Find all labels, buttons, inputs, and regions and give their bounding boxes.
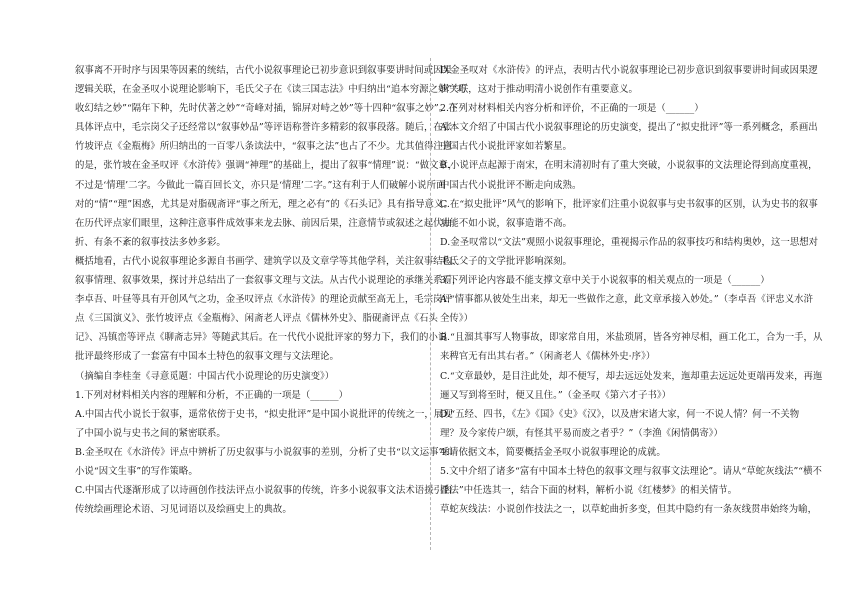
right-column-line: A.“情事都从彼处生出来，却无一些做作之意，此文章承接入妙处。”（李卓吾《评忠义水浒 bbox=[440, 294, 813, 306]
right-column-line: D.金圣叹常以“文法”观照小说叙事理论，重视揭示作品的叙事技巧和结构奥妙，这一思想对 bbox=[440, 236, 819, 248]
right-column-line: B.“且溜其事写人物事故，即家常自用，米盐琐屑，皆各穷神尽相，画工化工，合为一手，从 bbox=[440, 332, 823, 344]
right-column-line: 中国古代小说批评家如若繁星。 bbox=[440, 141, 572, 153]
left-column-line: 记》、冯镇峦等评点《聊斋志异》等随武其后。在一代代小说批评家的努力下，我们的小说 bbox=[75, 332, 448, 344]
left-column-line: 点《三国演义》、张竹坡评点《金瓶梅》、闲斋老人评点《儒林外史》、脂砚斋评点《石头 bbox=[75, 313, 438, 325]
left-column-line: 不过是‘情理’二字。今做此一篇百回长文，亦只是‘情理’二字。”这有利于人们破解小说所面 bbox=[75, 179, 446, 191]
right-column-line: 中国古代小说批评不断走向成熟。 bbox=[440, 179, 582, 191]
right-column-line: D.“五经、四书，《左》《国》《史》《汉》，以及唐宋诸大家，何一不说人情？何一不关物 bbox=[440, 408, 800, 420]
right-column-line: 叠法”中任选其一，结合下面的材料，解析小说《红楼梦》的相关情节。 bbox=[440, 485, 738, 497]
right-column-line: B.小说评点起源于南宋，在明末清初时有了重大突破，小说叙事的文法理论得到高度重视， bbox=[440, 160, 818, 172]
right-column-line: 草蛇灰线法：小说创作技法之一，以草蛇曲折多变，但其中隐约有一条灰线贯串始终为喻， bbox=[440, 504, 818, 516]
left-column-line: 对的“情”“理”困惑，尤其是对脂砚斋评“事之所无，理之必有”的《石头记》具有指导意义。 bbox=[75, 198, 453, 210]
right-column-line: C.在“拟史批评”风气的影响下，批评家们注重小说叙事与史书叙事的区别，认为史书的叙事 bbox=[440, 198, 818, 210]
left-column-line: 竹坡评点《金瓶梅》所归纳出的一百零八条读法中，“叙事之法”也占了不少。尤其值得注意 bbox=[75, 141, 453, 153]
left-column-line: 的是，张竹坡在金圣叹评《水浒传》强调“神理”的基础上，提出了叙事“情理”说：“做文章， bbox=[75, 160, 458, 172]
left-column-line: 传统绘画理论术语、习见词语以及绘画史上的典故。 bbox=[75, 504, 292, 516]
right-column-line: 理？及今家传户颂，有怪其平易而废之者乎？”（李渔《闲情偶寄》） bbox=[440, 427, 723, 439]
left-column-line: 收幻结之妙”“隔年下种，先时伏著之妙”“奇峰对插，锦屏对峙之妙”等十四种“叙事之妙”。在 bbox=[75, 103, 458, 115]
right-column-line: 毛氏父子的文学批评影响深刻。 bbox=[440, 255, 572, 267]
right-column-line: 4.请依据文本，简要概括金圣叹小说叙事理论的成就。 bbox=[440, 446, 666, 458]
left-column-line: 了中国小说与史书之间的紧密联系。 bbox=[75, 427, 226, 439]
left-column-line: （摘编自李桂奎《寻意觅题：中国古代小说理论的历史演变》） bbox=[75, 370, 335, 382]
left-column-line: 概括地看，古代小说叙事理论多源自书画学、建筑学以及文章学等其他学科，关注叙事结构、 bbox=[75, 255, 462, 267]
left-column-line: B.金圣叹在《水浒传》评点中辨析了历史叙事与小说叙事的差别，分析了史书“以文运事”和 bbox=[75, 446, 453, 458]
left-column-line: 叙事情理、叙事效果，探讨并总结出了一套叙事文理与文法。从古代小说理论的承继关系看， bbox=[75, 275, 462, 287]
right-column-line: 3.下列评论内容最不能支撑文章中关于小说叙事的相关观点的一项是（______） bbox=[440, 275, 770, 287]
right-column-line: 5.文中介绍了诸多“富有中国本土特色的叙事文理与叙事文法理论”。请从“草蛇灰线法”“横不 bbox=[440, 465, 822, 477]
right-column-line: 功能不如小说，叙事造谐不高。 bbox=[440, 217, 572, 229]
left-column-line: 在历代评点家们眼里，这种注意事件成效事来龙去脉、前因后果，注意情节或叙述之起伏曲 bbox=[75, 217, 453, 229]
left-column-line: A.中国古代小说长于叙事，遥常依傍于史书，“拟史批评”是中国小说批评的传统之一，展现 bbox=[75, 408, 453, 420]
left-column-line: 具体评点中，毛宗岗父子还经常以“叙事妙品”等评语称誉许多精彩的叙事段落。随后，在张 bbox=[75, 122, 453, 134]
right-column-line: 来稗官无有出其右者。”（闲斋老人《儒林外史·序》） bbox=[440, 351, 656, 363]
right-column-line: 辑关联，这对于推动明清小说创作有重要意义。 bbox=[440, 84, 638, 96]
right-column-line: D.金圣叹对《水浒传》的评点，表明古代小说叙事理论已初步意识到叙事要讲时间或因果逻 bbox=[440, 65, 818, 76]
left-column-line: 叙事离不开时序与因果等因素的统结，古代小说叙事理论已初步意识到叙事要讲时间或因果 bbox=[75, 65, 453, 76]
column-divider bbox=[430, 58, 431, 550]
right-column bbox=[440, 61, 823, 519]
left-column-line: C.中国古代逐渐形成了以诗画创作技法评点小说叙事的传统，许多小说叙事文法术语援引自 bbox=[75, 485, 453, 497]
left-column-line: 逻辑关联，在金圣叹小说理论影响下，毛氏父子在《读三国志法》中归纳出“追本穷源之妙”“巧 bbox=[75, 84, 467, 96]
right-column-line: A.本文介绍了中国古代小说叙事理论的历史演变，提出了“拟史批评”等一系列概念，系画出 bbox=[440, 122, 818, 134]
right-column-line: 全传》） bbox=[440, 313, 474, 325]
right-column-line: C.“文章最妙，是目注此处，却不便写，却去远远处发来，迤却重去远远处更端再发来，再迤 bbox=[440, 370, 823, 382]
right-column-line: 2.下列对材料相关内容分析和评价，不正确的一项是（______） bbox=[440, 103, 704, 115]
left-column-line: 批评最终形成了一套富有中国本土特色的叙事文理与文法理论。 bbox=[75, 351, 339, 363]
left-column-line: 折、有条不紊的叙事技法多妙多彩。 bbox=[75, 236, 226, 248]
right-column-line: 逦又写到将至时，便又且住。”（金圣叹《第六才子书》） bbox=[440, 389, 672, 401]
left-column-line: 李卓吾、叶昼等具有开创风气之功，金圣叹评点《水浒传》的理论贡献至高无上，毛宗岗评 bbox=[75, 294, 453, 306]
left-column-line: 小说“因文生事”的写作策略。 bbox=[75, 465, 198, 477]
left-column-line: 1.下列对材料相关内容的理解和分析，不正确的一项是（______） bbox=[75, 389, 349, 401]
